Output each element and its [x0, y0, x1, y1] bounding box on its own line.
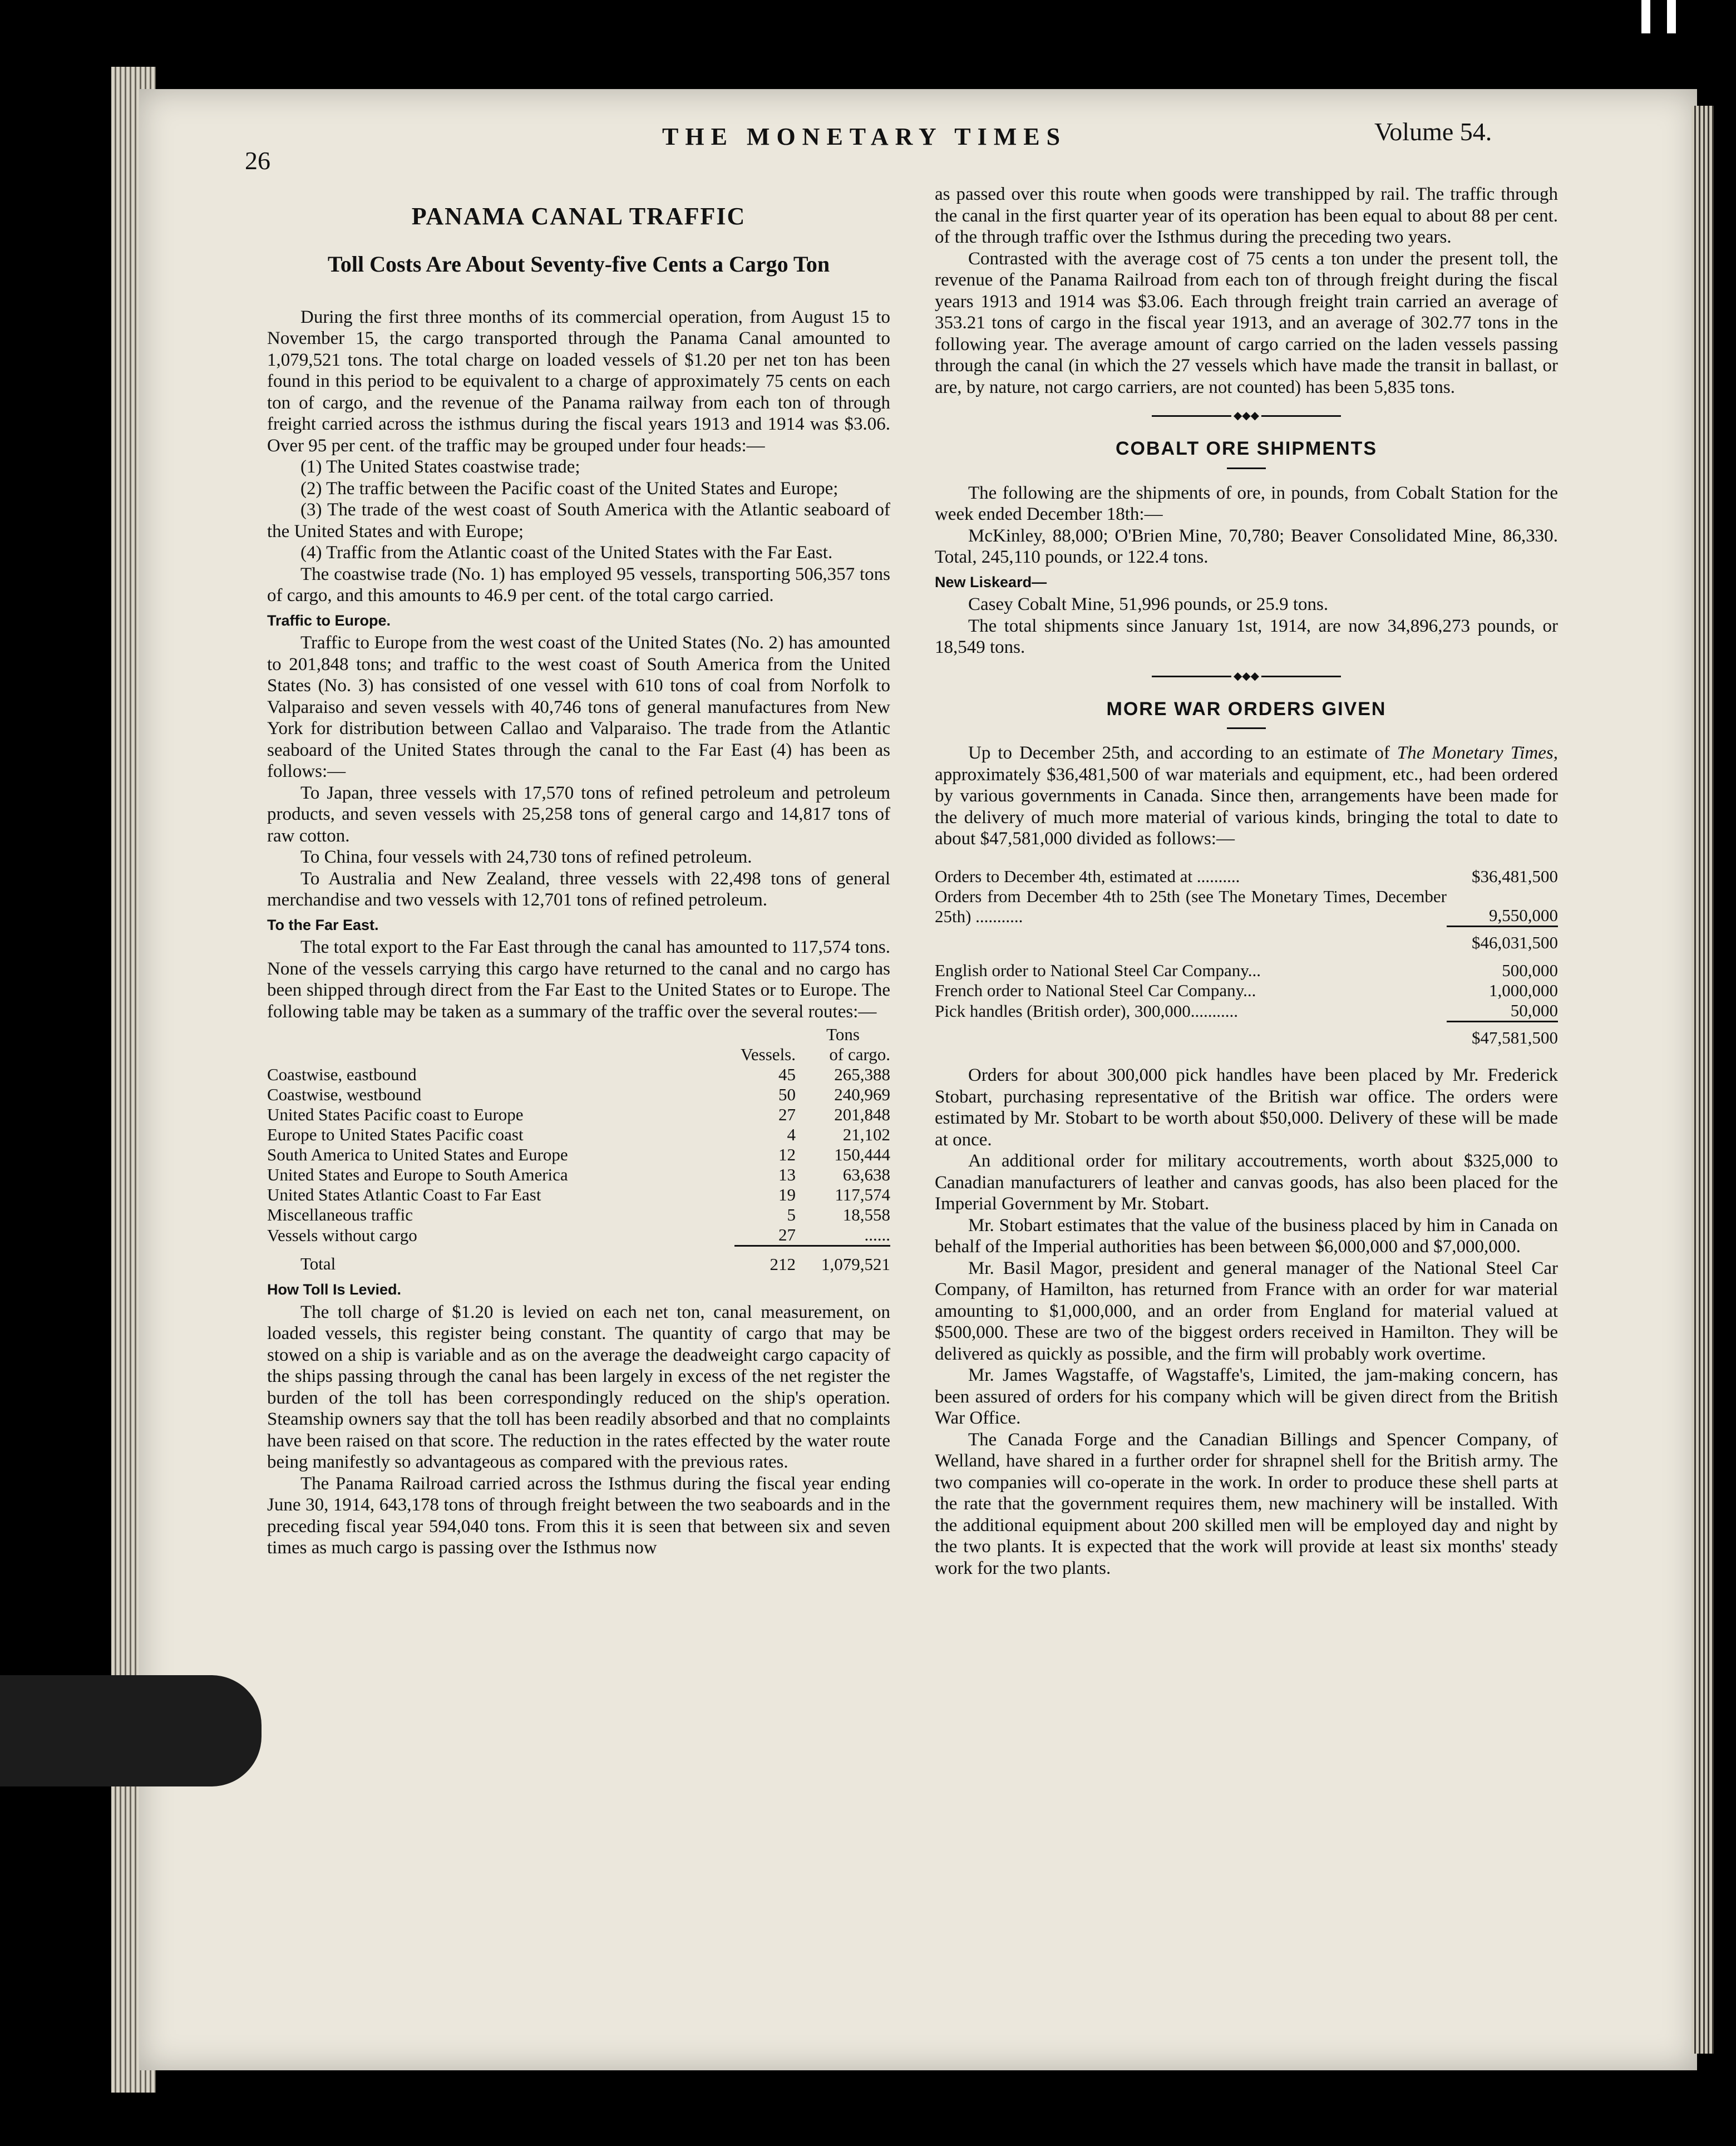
paragraph: Contrasted with the average cost of 75 cents a ton under the present toll, the revenue of the Panama Railroad from each ton of through freight during the fiscal years 1913 and 1914 was $3.06. Each through freight train carried an average of 353.21 tons of cargo in the fiscal year 1913, and an average of 302.77 tons in the following year. The average amount of cargo carried on the laden vessels passing through the canal (in which the 27 vessels which have made the transit in ballast, or are, by nature, not cargo carriers, are not counted) has been 5,835 tons. — [935, 248, 1558, 397]
scan-mark — [1641, 0, 1650, 33]
order-amount: 1,000,000 — [1489, 981, 1558, 1000]
tons-cell: 240,969 — [834, 1085, 890, 1104]
paragraph: The toll charge of $1.20 is levied on each net ton, canal measurement, on loaded vessels, this register being constant. The quantity of cargo that may be stowed on a ship is variable and as on the average the deadweight cargo capacity of the ships passing through the canal has been largely in excess of the net register the burden of the toll has been correspondingly reduced on the ship's operation. Steamship owners say that the toll has been readily absorbed and that no complaints have been raised on that score. The reduction in the rates effected by the water route being manifestly so advantageous as compared with the previous rates. — [267, 1302, 890, 1472]
paragraph: To China, four vessels with 24,730 tons of refined petroleum. — [300, 847, 752, 867]
list-item: (2) The traffic between the Pacific coast of the United States and Europe; — [300, 478, 839, 499]
table-row — [267, 1125, 890, 1145]
order-amount: $36,481,500 — [1472, 866, 1558, 886]
column-header-vessels: Vessels. — [740, 1045, 796, 1064]
scan-mark — [1667, 0, 1676, 33]
orders-table — [935, 867, 1558, 1049]
tons-cell: 201,848 — [834, 1105, 890, 1124]
ornamental-rule — [1152, 410, 1341, 422]
article-subtitle-panama: Toll Costs Are About Seventy-five Cents a Cargo Ton — [327, 251, 830, 277]
paragraph — [935, 742, 1558, 850]
text-run: approximately $36,481,500 of war materials and equipment, etc., had been ordered by various governments in Canada. Since then, arrangements have been made for the delivery of much more material of various kinds, bringing the total to date to about $47,581,000 divided as follows:— — [935, 764, 1558, 849]
ornament-icon: ◆◆◆ — [1231, 672, 1261, 681]
vessels-cell: 50 — [778, 1085, 796, 1104]
page-number: 26 — [245, 146, 270, 175]
table-header-row — [267, 1045, 890, 1065]
table-row — [267, 1085, 890, 1105]
tons-cell: 21,102 — [842, 1125, 890, 1144]
table-row — [935, 961, 1558, 981]
table-row — [267, 1065, 890, 1085]
route-cell: United States Atlantic Coast to Far East — [267, 1185, 541, 1204]
vessels-cell: 12 — [778, 1145, 796, 1164]
column-header-cargo: of cargo. — [829, 1045, 890, 1064]
article-title-panama: PANAMA CANAL TRAFFIC — [411, 203, 746, 230]
order-amount: 50,000 — [1510, 1001, 1558, 1020]
subhead-far-east: To the Far East. — [267, 916, 379, 933]
grand-total-amount: $47,581,500 — [1447, 1022, 1558, 1049]
vessels-cell: 13 — [778, 1165, 796, 1184]
table-header-row — [267, 1025, 890, 1045]
paragraph: Casey Cobalt Mine, 51,996 pounds, or 25.9 tons. — [968, 594, 1329, 614]
list-item: (1) The United States coastwise trade; — [300, 457, 580, 477]
route-cell: Miscellaneous traffic — [267, 1205, 413, 1224]
paragraph: The total export to the Far East through the canal has amounted to 117,574 tons. None of the vessels carrying this cargo have returned to the canal and no cargo has been shipped through direct from the Far East to the United States or to Europe. The following table may be taken as a summary of the traffic over the several routes:— — [267, 937, 890, 1022]
tons-cell: 18,558 — [842, 1205, 890, 1224]
vessels-cell: 19 — [778, 1185, 796, 1204]
paragraph: An additional order for military accoutrements, worth about $325,000 to Canadian manufacturers of leather and canvas goods, has also been placed for the Imperial Government by Mr. Stobart. — [935, 1151, 1558, 1214]
page-header — [245, 117, 1513, 173]
publication-name: The Monetary Times, — [1397, 743, 1558, 763]
order-amount: 500,000 — [1502, 961, 1558, 980]
article-title-war-orders: MORE WAR ORDERS GIVEN — [1106, 698, 1387, 720]
route-cell: Europe to United States Pacific coast — [267, 1125, 524, 1144]
order-label: Pick handles (British order), 300,000........... — [935, 1001, 1239, 1021]
tons-cell: ...... — [864, 1225, 890, 1244]
table-row — [267, 1145, 890, 1165]
book-spine-edge — [1691, 106, 1714, 2054]
vessels-cell: 27 — [778, 1225, 796, 1244]
tons-cell: 265,388 — [834, 1065, 890, 1084]
paragraph: During the first three months of its commercial operation, from August 15 to November 15, the cargo transported through the Panama Canal amounted to 1,079,521 tons. The total charge on loaded vessels of $1.20 per net ton has been found in this period to be equivalent to a charge of approximately 75 cents on each ton of cargo, and the revenue of the Panama railway from each ton of through freight carried across the isthmus during the fiscal years 1913 and 1914 was $3.06. Over 95 per cent. of the traffic may be grouped under four heads:— — [267, 307, 890, 456]
table-row — [935, 887, 1558, 927]
title-underline — [1227, 467, 1266, 469]
route-cell: United States Pacific coast to Europe — [267, 1105, 524, 1124]
tons-cell: 150,444 — [834, 1145, 890, 1164]
tons-cell: 63,638 — [842, 1165, 890, 1184]
paragraph: To Australia and New Zealand, three vessels with 22,498 tons of general merchandise and two vessels with 12,701 tons of refined petroleum. — [267, 868, 890, 910]
order-label: Orders from December 4th to 25th (see The Monetary Times, December 25th) ........... — [935, 886, 1447, 926]
list-item: (3) The trade of the west coast of South America with the Atlantic seaboard of the United States and with Europe; — [267, 500, 890, 542]
route-cell: Coastwise, westbound — [267, 1085, 422, 1104]
text-run: Up to December 25th, and according to an estimate of — [968, 743, 1397, 763]
paragraph: To Japan, three vessels with 17,570 tons of refined petroleum and petroleum products, and seven vessels with 25,258 tons of general cargo and 14,817 tons of raw cotton. — [267, 782, 890, 846]
total-vessels: 212 — [734, 1246, 796, 1275]
heads-list — [267, 456, 890, 564]
vessels-cell: 45 — [778, 1065, 796, 1084]
paragraph: The following are the shipments of ore, in pounds, from Cobalt Station for the week ended December 18th:— — [935, 483, 1558, 524]
subhead-how-toll-levied: How Toll Is Levied. — [267, 1281, 402, 1298]
vessels-cell: 5 — [787, 1205, 796, 1224]
table-row — [935, 1001, 1558, 1022]
table-row — [935, 867, 1558, 887]
route-cell: United States and Europe to South America — [267, 1165, 568, 1184]
volume-label: Volume 54. — [1374, 117, 1492, 146]
order-label: English order to National Steel Car Company... — [935, 961, 1261, 980]
column-header-tons: Tons — [826, 1025, 860, 1044]
paragraph: Orders for about 300,000 pick handles have been placed by Mr. Frederick Stobart, purchasing representative of the British war office. The orders were estimated by Mr. Stobart to be worth about $50,000. Delivery of these will be made at once. — [935, 1065, 1558, 1150]
paragraph: Traffic to Europe from the west coast of the United States (No. 2) has amounted to 201,848 tons; and traffic to the west coast of South America from the United States (No. 3) has consisted of one vessel with 610 tons of coal from Norfolk to Valparaiso and seven vessels with 40,746 tons of general manufactures from New York for distribution between Callao and Valparaiso. The trade from the Atlantic seaboard of the United States through the canal to the Far East (4) has been as follows:— — [267, 633, 890, 781]
order-amount: 9,550,000 — [1489, 905, 1558, 925]
list-item: (4) Traffic from the Atlantic coast of the United States with the Far East. — [300, 543, 833, 563]
paragraph: The total shipments since January 1st, 1914, are now 34,896,273 pounds, or 18,549 tons. — [935, 616, 1558, 657]
order-label: Orders to December 4th, estimated at .......... — [935, 866, 1240, 886]
table-row — [267, 1205, 890, 1225]
subhead-traffic-europe: Traffic to Europe. — [267, 612, 391, 629]
subhead-new-liskeard: New Liskeard— — [935, 573, 1047, 590]
table-total-row — [267, 1246, 890, 1275]
subtotal-amount: $46,031,500 — [1447, 927, 1558, 953]
subtotal-row — [935, 927, 1558, 953]
paragraph: The Panama Railroad carried across the Isthmus during the fiscal year ending June 30, 1914, 643,178 tons of through freight between the two seaboards and in the preceding fiscal year 594,040 tons. From this it is seen that between six and seven times as much cargo is passing over the Isthmus now — [267, 1473, 890, 1558]
route-cell: Coastwise, eastbound — [267, 1065, 417, 1084]
routes-table — [267, 1025, 890, 1274]
vessels-cell: 27 — [778, 1105, 796, 1124]
vessels-cell: 4 — [787, 1125, 796, 1144]
paragraph: Mr. Basil Magor, president and general manager of the National Steel Car Company, of Hamilton, has returned from France with an order for war material amounting to $1,000,000, and an order from England for material valued at $500,000. These are two of the biggest orders received in Hamilton. They will be delivered as quickly as possible, and the firm will probably work overtime. — [935, 1258, 1558, 1364]
table-row — [267, 1225, 890, 1246]
left-column — [267, 203, 890, 1559]
paragraph: McKinley, 88,000; O'Brien Mine, 70,780; Beaver Consolidated Mine, 86,330. Total, 245,110 pounds, or 122.4 tons. — [935, 525, 1558, 567]
title-underline — [1227, 727, 1266, 729]
paragraph: The coastwise trade (No. 1) has employed 95 vessels, transporting 506,357 tons of cargo, and this amounts to 46.9 per cent. of the total cargo carried. — [267, 564, 890, 606]
ornamental-rule — [1152, 670, 1341, 682]
paragraph: Mr. Stobart estimates that the value of the business placed by him in Canada on behalf of the Imperial authorities has been between $6,000,000 and $7,000,000. — [935, 1215, 1558, 1257]
table-row — [935, 981, 1558, 1001]
total-label: Total — [300, 1254, 336, 1274]
tons-cell: 117,574 — [835, 1185, 890, 1204]
table-row — [267, 1185, 890, 1205]
grand-total-row — [935, 1022, 1558, 1049]
article-title-cobalt: COBALT ORE SHIPMENTS — [1115, 438, 1378, 459]
scanner-thumb — [0, 1675, 262, 1786]
paragraph: The Canada Forge and the Canadian Billings and Spencer Company, of Welland, have shared in a further order for shrapnel shell for the British army. The two companies will co-operate in the work. In order to produce these shell parts at the rate that the government requires them, new machinery will be installed. With the additional equipment about 200 skilled men will be employed day and night by the two plants. It is expected that the work will provide at least six months' steady work for the two plants. — [935, 1429, 1558, 1578]
table-row — [267, 1105, 890, 1125]
table-row — [267, 1165, 890, 1185]
route-cell: Vessels without cargo — [267, 1225, 417, 1245]
ornament-icon: ◆◆◆ — [1231, 411, 1261, 420]
right-column — [935, 184, 1558, 1579]
total-tons: 1,079,521 — [796, 1246, 890, 1275]
route-cell: South America to United States and Europe — [267, 1145, 568, 1164]
paragraph: Mr. James Wagstaffe, of Wagstaffe's, Limited, the jam-making concern, has been assured of orders for his company which will be given direct from the British War Office. — [935, 1365, 1558, 1428]
running-head: THE MONETARY TIMES — [662, 123, 1067, 150]
order-label: French order to National Steel Car Company... — [935, 981, 1256, 1000]
paragraph: as passed over this route when goods were transhipped by rail. The traffic through the canal in the first quarter year of its operation has been equal to about 88 per cent. of the through traffic over the Isthmus during the preceding two years. — [935, 184, 1558, 247]
